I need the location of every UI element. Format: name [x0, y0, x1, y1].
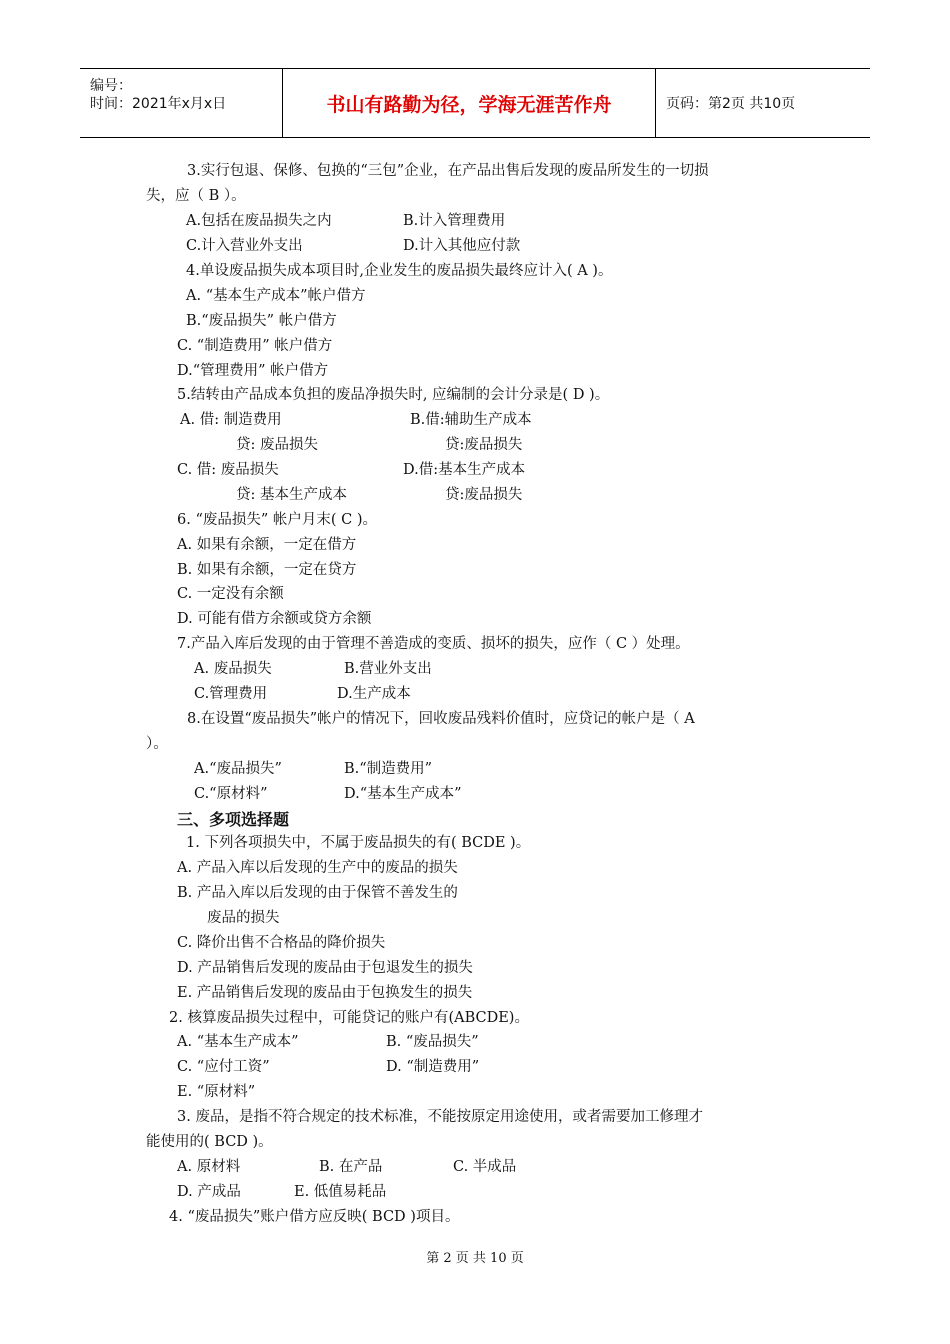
text-line: 4. “废品损失”账户借方应反映( BCD )项目。 — [169, 1209, 460, 1225]
text-line: 3.实行包退、保修、包换的“三包”企业，在产品出售后发现的废品所发生的一切损 — [187, 163, 709, 179]
section-title: 三、多项选择题 — [177, 810, 290, 829]
text-line: D.“管理费用” 帐户借方 — [177, 363, 329, 379]
text-line: 贷: 废品损失 — [236, 437, 318, 453]
text-line: C. 半成品 — [453, 1159, 517, 1175]
text-line: B.计入管理费用 — [403, 213, 506, 229]
text-line: 贷:废品损失 — [445, 487, 523, 503]
text-line: A.包括在废品损失之内 — [186, 213, 332, 229]
text-line: ）。 — [146, 736, 168, 752]
page-info: 页码：第2页 共10页 — [666, 96, 796, 112]
text-line: 1. 下列各项损失中，不属于废品损失的有( BCDE )。 — [186, 835, 531, 851]
text-line: C. 一定没有余额 — [177, 586, 284, 602]
text-line: 4.单设废品损失成本项目时,企业发生的废品损失最终应计入( A )。 — [186, 263, 613, 279]
text-line: 5.结转由产品成本负担的废品净损失时, 应编制的会计分录是( D )。 — [177, 387, 610, 403]
text-line: B. “废品损失” — [386, 1034, 479, 1050]
text-line: 废品的损失 — [207, 910, 280, 926]
text-line: D.“基本生产成本” — [344, 786, 462, 802]
text-line: A.“废品损失” — [194, 761, 282, 777]
text-line: C. “制造费用” 帐户借方 — [177, 338, 333, 354]
text-line: 能使用的( BCD )。 — [146, 1134, 273, 1150]
text-line: 贷: 基本生产成本 — [236, 487, 347, 503]
text-line: 6. “废品损失” 帐户月末( C )。 — [177, 512, 378, 528]
text-line: E. “原材料” — [177, 1084, 256, 1100]
text-line: C. 降价出售不合格品的降价损失 — [177, 935, 386, 951]
motto: 书山有路勤为径，学海无涯苦作舟 — [283, 69, 656, 137]
text-line: E. 低值易耗品 — [294, 1184, 387, 1200]
text-line: D. “制造费用” — [386, 1059, 480, 1075]
text-line: A. 原材料 — [177, 1159, 241, 1175]
text-line: C.计入营业外支出 — [186, 238, 303, 254]
document-header — [80, 68, 870, 138]
text-line: D.生产成本 — [337, 686, 411, 702]
text-line: B.“制造费用” — [344, 761, 433, 777]
number-label: 编号： — [90, 78, 132, 94]
text-line: D. 产品销售后发现的废品由于包退发生的损失 — [177, 960, 473, 976]
text-line: 2. 核算废品损失过程中，可能贷记的账户有(ABCDE)。 — [169, 1010, 529, 1026]
text-line: 贷:废品损失 — [445, 437, 523, 453]
text-line: B.借:辅助生产成本 — [410, 412, 532, 428]
text-line: B. 在产品 — [319, 1159, 383, 1175]
text-line: C. “应付工资” — [177, 1059, 270, 1075]
text-line: B. 产品入库以后发现的由于保管不善发生的 — [177, 885, 458, 901]
text-line: D.借:基本生产成本 — [403, 462, 526, 478]
text-line: A. “基本生产成本”帐户借方 — [186, 288, 366, 304]
text-line: C. 借: 废品损失 — [177, 462, 279, 478]
text-line: C.管理费用 — [194, 686, 268, 702]
time-label: 时间：2021年x月x日 — [90, 96, 227, 112]
text-line: B.“废品损失” 帐户借方 — [186, 313, 337, 329]
page-footer: 第 2 页 共 10 页 — [426, 1251, 524, 1266]
text-line: A. 如果有余额，一定在借方 — [177, 537, 357, 553]
text-line: 3. 废品，是指不符合规定的技术标准，不能按原定用途使用，或者需要加工修理才 — [177, 1109, 703, 1125]
text-line: 7.产品入库后发现的由于管理不善造成的变质、损坏的损失，应作（ C ）处理。 — [177, 636, 690, 652]
text-line: D. 产成品 — [177, 1184, 241, 1200]
text-line: E. 产品销售后发现的废品由于包换发生的损失 — [177, 985, 473, 1001]
text-line: C.“原材料” — [194, 786, 268, 802]
text-line: B.营业外支出 — [344, 661, 432, 677]
text-line: A. “基本生产成本” — [177, 1034, 299, 1050]
text-line: A. 废品损失 — [194, 661, 272, 677]
text-line: D.计入其他应付款 — [403, 238, 521, 254]
text-line: A. 产品入库以后发现的生产中的废品的损失 — [177, 860, 458, 876]
text-line: A. 借: 制造费用 — [180, 412, 282, 428]
text-line: D. 可能有借方余额或贷方余额 — [177, 611, 372, 627]
text-line: 8.在设置“废品损失”帐户的情况下，回收废品残料价值时，应贷记的帐户是（ A — [187, 711, 695, 727]
text-line: B. 如果有余额，一定在贷方 — [177, 562, 357, 578]
header-meta-cell — [80, 69, 283, 137]
text-line: 失，应（ B ）。 — [146, 188, 246, 204]
